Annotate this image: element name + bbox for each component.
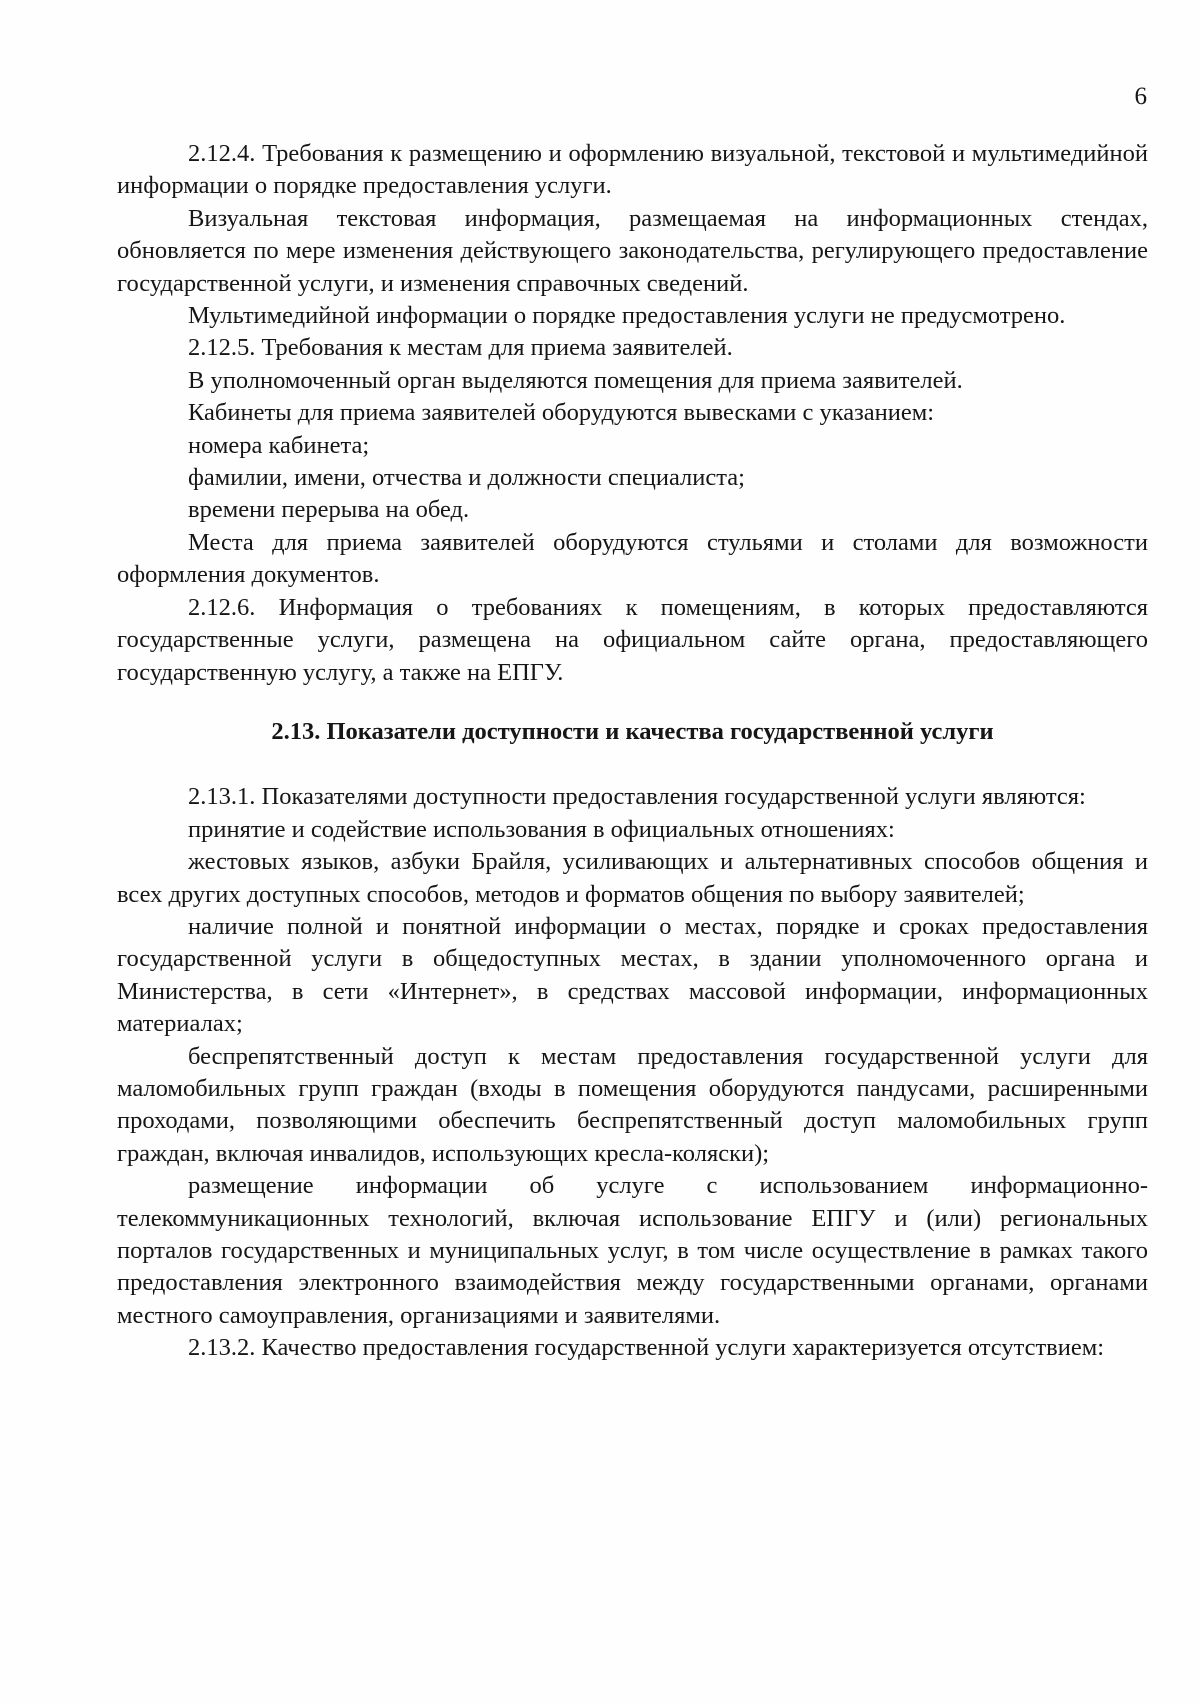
list-item: номера кабинета; xyxy=(188,431,370,459)
page-number: 6 xyxy=(1134,83,1147,110)
paragraph: 2.12.5. Требования к местам для приема заявителей. xyxy=(188,334,733,362)
paragraph: 2.13.2. Качество предоставления государственной услуги характеризуется отсутствием: xyxy=(188,1334,1105,1362)
paragraph: беспрепятственный доступ к местам предоставления государственной услуги для маломобильных групп граждан (входы в помещения оборудуются пандусами, расширенными проходами, позволяющими обеспечить беспрепятственный доступ маломобильных групп граждан, включая инвалидов, использующих кресла-коляски); xyxy=(117,1042,1148,1167)
list-item: времени перерыва на обед. xyxy=(188,496,470,524)
paragraph: 2.13.1. Показателями доступности предоставления государственной услуги являются: xyxy=(188,783,1086,811)
paragraph: Места для приема заявителей оборудуются стульями и столами для возможности оформления документов. xyxy=(117,528,1148,589)
paragraph: жестовых языков, азбуки Брайля, усиливающих и альтернативных способов общения и всех других доступных способов, методов и форматов общения по выбору заявителей; xyxy=(117,848,1148,908)
paragraph: размещение информации об услуге с использованием информационно-телекоммуникационных технологий, включая использование ЕПГУ и (или) региональных порталов государственных и муниципальных услуг, в том числе осуществление в рамках такого предоставления электронного взаимодействия между государственными органами, органами местного самоуправления, организациями и заявителями. xyxy=(117,1172,1148,1329)
section-heading: 2.13. Показатели доступности и качества государственной услуги xyxy=(271,717,994,745)
list-item: фамилии, имени, отчества и должности специалиста; xyxy=(188,464,745,492)
paragraph: наличие полной и понятной информации о местах, порядке и сроках предоставления государственной услуги в общедоступных местах, в здании уполномоченного органа и Министерства, в сети «Интернет», в средствах массовой информации, информационных материалах; xyxy=(117,912,1148,1038)
paragraph: Кабинеты для приема заявителей оборудуются вывесками с указанием: xyxy=(188,399,935,427)
paragraph: 2.12.4. Требования к размещению и оформлению визуальной, текстовой и мультимедийной информации о порядке предоставления услуги. xyxy=(117,140,1148,200)
paragraph: 2.12.6. Информация о требованиях к помещениям, в которых предоставляются государственные услуги, размещена на официальном сайте органа, предоставляющего государственную услугу, а также на ЕПГУ. xyxy=(117,593,1148,686)
paragraph: Мультимедийной информации о порядке предоставления услуги не предусмотрено. xyxy=(188,302,1066,330)
paragraph: принятие и содействие использования в официальных отношениях: xyxy=(188,815,895,843)
document-body xyxy=(117,138,1148,1365)
paragraph: В уполномоченный орган выделяются помещения для приема заявителей. xyxy=(188,366,963,394)
paragraph: Визуальная текстовая информация, размещаемая на информационных стендах, обновляется по мере изменения действующего законодательства, регулирующего предоставление государственной услуги, и изменения справочных сведений. xyxy=(117,204,1148,297)
